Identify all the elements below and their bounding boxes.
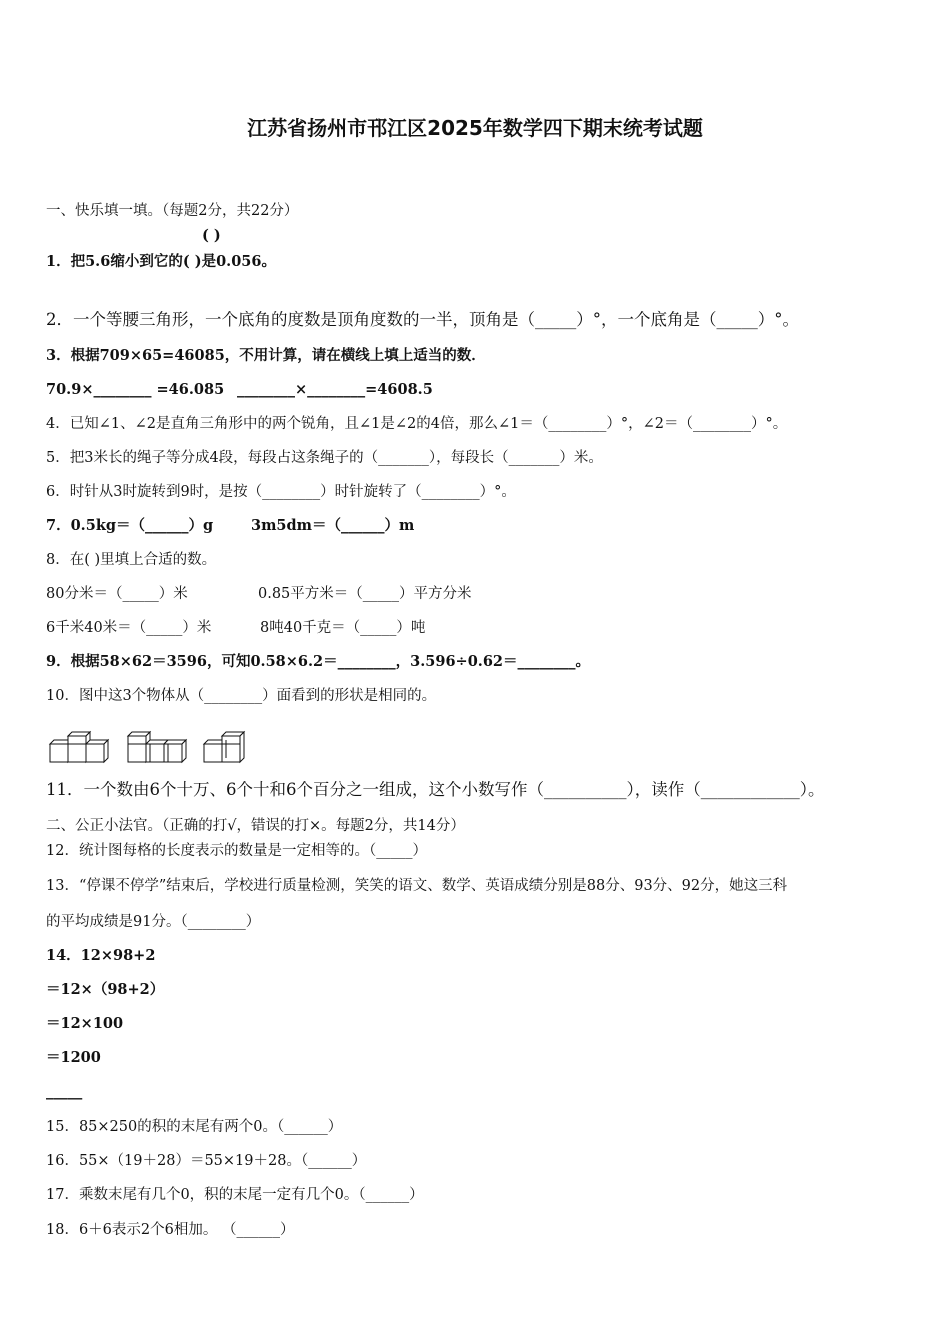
- section-2-heading: 二、公正小法官。（正确的打√，错误的打×。每题2分，共14分）: [46, 818, 465, 834]
- question-13-line-1: 13．“停课不停学”结束后，学校进行质量检测，笑笑的语文、数学、英语成绩分别是88分、93分、92分，她这三科: [46, 878, 788, 894]
- question-8-item-c: 6千米40米＝（_____）米: [46, 620, 212, 636]
- question-6: 6．时针从3时旋转到9时，是按（________）时针旋转了（________）°。: [46, 484, 516, 500]
- question-7-part-a: 7．0.5kg＝（______）g: [46, 517, 214, 534]
- object-1: [50, 732, 108, 762]
- section-1-heading: 一、快乐填一填。（每题2分，共22分）: [46, 203, 299, 219]
- question-17: 17．乘数末尾有几个0，积的末尾一定有几个0。（______）: [46, 1187, 424, 1203]
- question-8-item-a: 80分米＝（_____）米: [46, 586, 188, 602]
- question-3-part-a: 70.9×________ =46.085: [46, 381, 225, 398]
- question-11: 11．一个数由6个十万、6个十和6个百分之一组成，这个小数写作（__________），读作（____________）。: [46, 780, 825, 799]
- question-14-line-2: ＝12×（98+2）: [46, 981, 165, 998]
- question-10: 10．图中这3个物体从（________）面看到的形状是相同的。: [46, 688, 437, 704]
- question-14-line-1: 14．12×98+2: [46, 947, 156, 964]
- question-5: 5．把3米长的绳子等分成4段，每段占这条绳子的（_______），每段长（_______）米。: [46, 450, 603, 466]
- question-18: 18．6＋6表示2个6相加。 （______）: [46, 1222, 295, 1238]
- question-8: 8．在( )里填上合适的数。: [46, 552, 217, 568]
- question-14-line-4: ＝1200: [46, 1049, 101, 1066]
- q1-hint-paren: ( ): [202, 227, 221, 244]
- question-13-line-2: 的平均成绩是91分。（________）: [46, 914, 261, 930]
- question-15: 15．85×250的积的末尾有两个0。（______）: [46, 1119, 343, 1135]
- page-title: 江苏省扬州市邗江区2025年数学四下期末统考试题: [247, 116, 703, 140]
- object-2: [128, 732, 186, 762]
- object-3: [204, 732, 244, 762]
- question-14-answer-blank: _____: [46, 1083, 83, 1100]
- question-14-line-3: ＝12×100: [46, 1015, 124, 1032]
- question-16: 16．55×（19＋28）＝55×19＋28。（______）: [46, 1153, 367, 1169]
- question-1: 1．把5.6缩小到它的( )是0.056。: [46, 253, 276, 270]
- question-2: 2．一个等腰三角形，一个底角的度数是顶角度数的一半，顶角是（_____）°，一个底角是（_____）°。: [46, 310, 799, 329]
- three-objects-figure: [48, 726, 253, 766]
- question-8-item-d: 8吨40千克＝（_____）吨: [260, 620, 426, 636]
- question-12: 12．统计图每格的长度表示的数量是一定相等的。（_____）: [46, 843, 427, 859]
- question-8-item-b: 0.85平方米＝（_____）平方分米: [258, 586, 472, 602]
- question-7-part-b: 3m5dm＝（______）m: [251, 517, 415, 534]
- question-3-part-b: ________×________=4608.5: [237, 381, 433, 398]
- question-9: 9．根据58×62＝3596，可知0.58×6.2＝________，3.596÷0.62＝________。: [46, 653, 591, 670]
- question-3: 3．根据709×65=46085，不用计算，请在横线上填上适当的数．: [46, 347, 486, 364]
- question-4: 4．已知∠1、∠2是直角三角形中的两个锐角，且∠1是∠2的4倍，那么∠1＝（________）°，∠2＝（________）°。: [46, 416, 788, 432]
